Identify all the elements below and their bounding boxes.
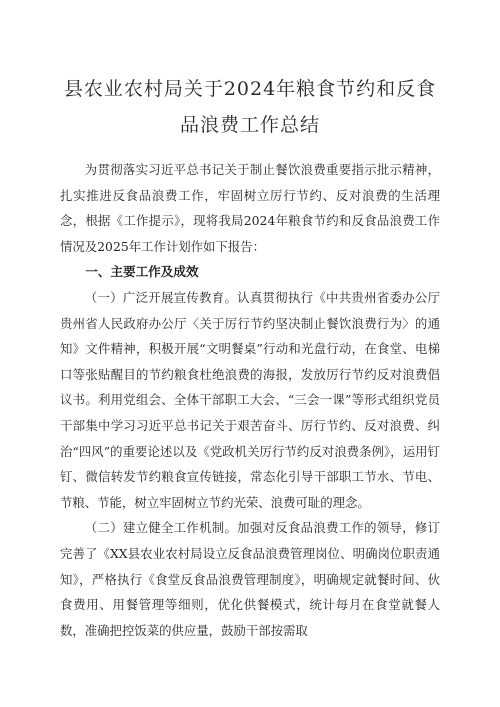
section-heading: 一、主要工作及成效 bbox=[85, 264, 199, 280]
document-title-line-2: 品浪费工作总结 bbox=[179, 114, 320, 136]
section-paragraph-1: （一）广泛开展宣传教育。认真贯彻执行《中共贵州省委办公厅贵州省人民政府办公厅〈关于厉行节约坚决制止餐饮浪费行为〉的通知》文件精神，积极开展“文明餐桌”行动和光盘行动，在食堂、电梯口等张贴醒目的节约粮食杜绝浪费的海报，发放厉行节约反对浪费倡议书。利用党组会、全体干部职工大会、“三会一课”等形式组织党员干部集中学习习近平总书记关于艰苦奋斗、厉行节约、反对浪费、纠治“四风”的重要论述以及《党政机关厉行节约反对浪费条例》，运用钉钉、微信转发节约粮食宣传链接，常态化引导干部职工节水、节电、节粮、节能，树立牢固树立节约光荣、浪费可耻的理念。 bbox=[60, 289, 440, 510]
section-paragraph-2: （二）建立健全工作机制。加强对反食品浪费工作的领导，修订完善了《XX县农业农村局设立反食品浪费管理岗位、明确岗位职责通知》，严格执行《食堂反食品浪费管理制度》，明确规定就餐时间、伙食费用、用餐管理等细则，优化供餐模式，统计每月在食堂就餐人数，准确把控饭菜的供应量，鼓励干部按需取 bbox=[60, 520, 440, 638]
document-title-line-1: 县农业农村局关于2024年粮食节约和反食 bbox=[63, 78, 437, 100]
intro-paragraph: 为贯彻落实习近平总书记关于制止餐饮浪费重要指示批示精神，扎实推进反食品浪费工作，牢固树立厉行节约、反对浪费的生活理念，根据《工作提示》，现将我局2024年粮食节约和反食品浪费工作情况及2025年工作计划作如下报告： bbox=[60, 162, 440, 254]
document-body bbox=[60, 157, 440, 643]
